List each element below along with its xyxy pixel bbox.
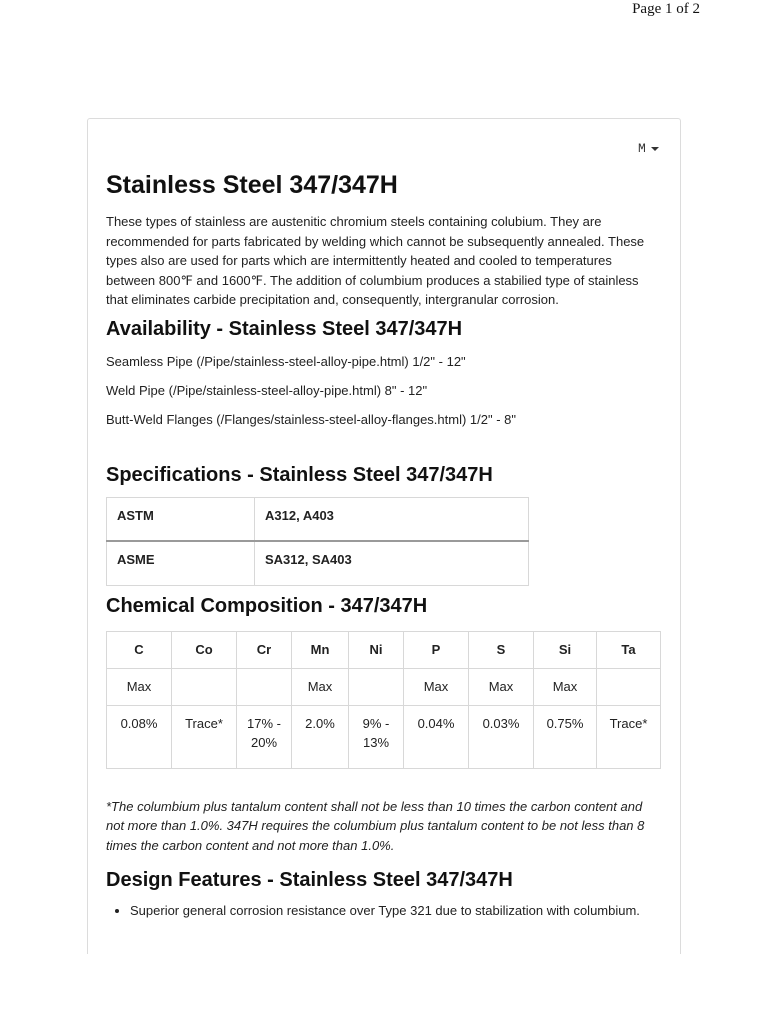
specifications-table bbox=[106, 497, 529, 586]
chemical-table bbox=[106, 631, 661, 769]
limit-cell: Max bbox=[404, 668, 469, 705]
spec-label: ASTM bbox=[107, 497, 255, 541]
element-header: Si bbox=[534, 631, 597, 668]
footnote: *The columbium plus tantalum content shall not be less than 10 times the carbon content and not more than 1.0%. 347H requires the columbium plus tantalum content to be not less than 8 times the carbon content and not more than 1.0%. bbox=[106, 798, 645, 853]
menu-toggle[interactable] bbox=[638, 141, 659, 156]
table-header-row bbox=[107, 631, 661, 668]
value-cell: Trace* bbox=[597, 705, 661, 768]
limit-cell: Max bbox=[534, 668, 597, 705]
value-cell: Trace* bbox=[172, 705, 237, 768]
spec-value: SA312, SA403 bbox=[255, 541, 529, 585]
limit-cell: Max bbox=[469, 668, 534, 705]
value-cell: 0.08% bbox=[107, 705, 172, 768]
element-header: Ta bbox=[597, 631, 661, 668]
page-title: Stainless Steel 347/347H bbox=[106, 171, 398, 199]
design-heading: Design Features - Stainless Steel 347/347H bbox=[106, 869, 513, 891]
value-cell: 0.75% bbox=[534, 705, 597, 768]
availability-item: Weld Pipe (/Pipe/stainless-steel-alloy-pipe.html) 8" - 12" bbox=[106, 382, 428, 398]
value-cell: 17% - 20% bbox=[237, 705, 292, 768]
element-header: Mn bbox=[292, 631, 349, 668]
spec-label: ASME bbox=[107, 541, 255, 585]
element-header: Co bbox=[172, 631, 237, 668]
spec-value: A312, A403 bbox=[255, 497, 529, 541]
value-cell: 0.03% bbox=[469, 705, 534, 768]
availability-item: Seamless Pipe (/Pipe/stainless-steel-alloy-pipe.html) 1/2" - 12" bbox=[106, 353, 466, 369]
element-header: Cr bbox=[237, 631, 292, 668]
limit-cell bbox=[237, 668, 292, 705]
element-header: S bbox=[469, 631, 534, 668]
chevron-down-icon bbox=[651, 147, 659, 151]
limit-cell: Max bbox=[107, 668, 172, 705]
table-row bbox=[107, 668, 661, 705]
value-cell: 9% - 13% bbox=[349, 705, 404, 768]
limit-cell: Max bbox=[292, 668, 349, 705]
value-cell: 2.0% bbox=[292, 705, 349, 768]
table-row bbox=[107, 497, 529, 541]
table-row bbox=[107, 541, 529, 585]
limit-cell bbox=[597, 668, 661, 705]
menu-label: M bbox=[638, 141, 646, 156]
table-row bbox=[107, 705, 661, 768]
intro-paragraph: These types of stainless are austenitic chromium steels containing colubium. They are recommended for parts fabricated by welding which cannot be subsequently annealed. These types also are used for parts which are intermittently heated and cooled to temperatures between 800℉ and 1600℉. The addition of columbium produces a stabilied type of stainless that eliminates carbide precipitation and, consequently, intergranular corrosion. bbox=[106, 214, 645, 307]
list-item: • Superior general corrosion resistance over Type 321 due to stabilization with columbium. bbox=[130, 901, 662, 921]
element-header: P bbox=[404, 631, 469, 668]
page-indicator: Page 1 of 2 bbox=[632, 1, 700, 17]
availability-heading: Availability - Stainless Steel 347/347H bbox=[106, 317, 463, 340]
specifications-heading: Specifications - Stainless Steel 347/347H bbox=[106, 463, 493, 486]
limit-cell bbox=[172, 668, 237, 705]
article bbox=[106, 168, 662, 921]
availability-item: Butt-Weld Flanges (/Flanges/stainless-steel-alloy-flanges.html) 1/2" - 8" bbox=[106, 411, 516, 427]
element-header: Ni bbox=[349, 631, 404, 668]
design-list bbox=[106, 901, 662, 921]
limit-cell bbox=[349, 668, 404, 705]
element-header: C bbox=[107, 631, 172, 668]
value-cell: 0.04% bbox=[404, 705, 469, 768]
chemical-heading: Chemical Composition - 347/347H bbox=[106, 594, 428, 617]
